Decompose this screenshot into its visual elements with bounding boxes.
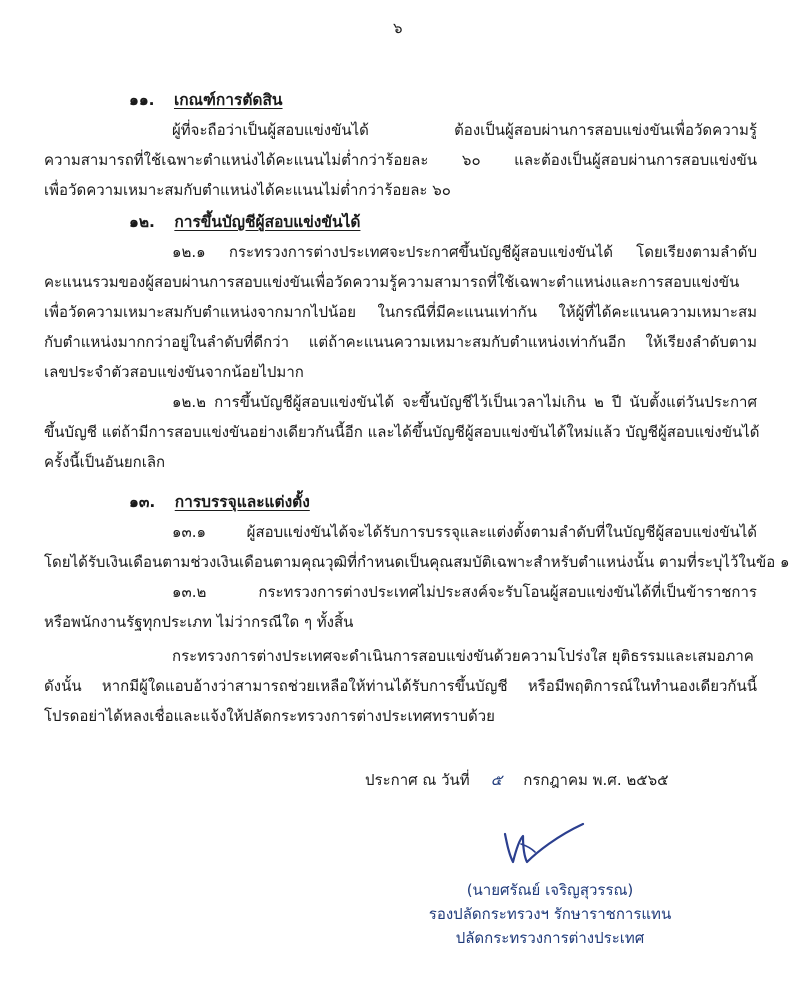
section-11-line: ความสามารถที่ใช้เฉพาะตำแหน่งได้คะแนนไม่ต่ำกว่าร้อยละ ๖๐ และต้องเป็นผู้สอบผ่านการสอบแข่งขัน: [44, 151, 757, 169]
section-13-1-line: ๑๓.๑ ผู้สอบแข่งขันได้จะได้รับการบรรจุและแต่งตั้งตามลำดับที่ในบัญชีผู้สอบแข่งขันได้: [172, 523, 757, 541]
page-number: ๖: [393, 19, 403, 37]
closing-line: กระทรวงการต่างประเทศจะดำเนินการสอบแข่งขันด้วยความโปร่งใส ยุติธรรมและเสมอภาค: [172, 647, 754, 665]
section-11-number: ๑๑.: [129, 91, 155, 109]
announcement-prefix: ประกาศ ณ วันที่: [365, 771, 470, 789]
section-12-heading: [129, 212, 360, 232]
section-12-2-line: ขึ้นบัญชี แต่ถ้ามีการสอบแข่งขันอย่างเดียวกันนี้อีก และได้ขึ้นบัญชีผู้สอบแข่งขันได้ใหม่แล้ว บัญชีผู้สอบแข่งขันได้: [44, 423, 760, 441]
closing-line: โปรดอย่าได้หลงเชื่อและแจ้งให้ปลัดกระทรวงการต่างประเทศทราบด้วย: [44, 707, 495, 725]
section-11-title: เกณฑ์การตัดสิน: [173, 91, 283, 109]
section-13-2-line: หรือพนักงานรัฐทุกประเภท ไม่ว่ากรณีใด ๆ ทั้งสิ้น: [44, 613, 354, 631]
section-12-number: ๑๒.: [129, 213, 155, 231]
section-13-heading: [129, 492, 310, 512]
signatory-name: (นายศรัณย์ เจริญสุวรรณ): [466, 881, 634, 899]
signatory-position-2: ปลัดกระทรวงการต่างประเทศ: [455, 929, 645, 947]
section-12-1-line: คะแนนรวมของผู้สอบผ่านการสอบแข่งขันเพื่อวัดความรู้ความสามารถที่ใช้เฉพาะตำแหน่งและการสอบแข่งขัน: [44, 273, 740, 291]
section-13-number: ๑๓.: [129, 493, 156, 511]
section-13-1-line: โดยได้รับเงินเดือนตามช่วงเงินเดือนตามคุณวุฒิที่กำหนดเป็นคุณสมบัติเฉพาะสำหรับตำแหน่งนั้น ตามที่ระบุไว้ในข้อ ๑: [44, 553, 790, 571]
section-12-1-line: กับตำแหน่งมากกว่าอยู่ในลำดับที่ดีกว่า แต่ถ้าคะแนนความเหมาะสมกับตำแหน่งเท่ากันอีก ให้เรียงลำดับตาม: [44, 333, 757, 351]
section-12-1-line: ๑๒.๑ กระทรวงการต่างประเทศจะประกาศขึ้นบัญชีผู้สอบแข่งขันได้ โดยเรียงตามลำดับ: [172, 243, 757, 261]
section-11-heading: [129, 90, 283, 110]
section-11-line: เพื่อวัดความเหมาะสมกับตำแหน่งได้คะแนนไม่ต่ำกว่าร้อยละ ๖๐: [44, 181, 451, 199]
section-12-1-line: เลขประจำตัวสอบแข่งขันจากน้อยไปมาก: [44, 363, 304, 381]
announcement-month-year: กรกฎาคม พ.ศ. ๒๕๖๕: [523, 771, 669, 789]
section-12-title: การขึ้นบัญชีผู้สอบแข่งขันได้: [174, 213, 361, 231]
section-12-2-line: ครั้งนี้เป็นอันยกเลิก: [44, 453, 166, 471]
section-11-line: ผู้ที่จะถือว่าเป็นผู้สอบแข่งขันได้ ต้องเป็นผู้สอบผ่านการสอบแข่งขันเพื่อวัดความรู้: [172, 121, 757, 139]
signatory-position-1: รองปลัดกระทรวงฯ รักษาราชการแทน: [428, 905, 672, 923]
section-13-2-line: ๑๓.๒ กระทรวงการต่างประเทศไม่ประสงค์จะรับโอนผู้สอบแข่งขันได้ที่เป็นข้าราชการ: [172, 583, 757, 601]
section-12-2-line: ๑๒.๒ การขึ้นบัญชีผู้สอบแข่งขันได้ จะขึ้นบัญชีไว้เป็นเวลาไม่เกิน ๒ ปี นับตั้งแต่วันประกาศ: [172, 393, 757, 411]
signature-block: [380, 878, 720, 950]
section-12-1-line: เพื่อวัดความเหมาะสมกับตำแหน่งจากมากไปน้อย ในกรณีที่มีคะแนนเท่ากัน ให้ผู้ที่ได้คะแนนความเหมาะสม: [44, 303, 757, 321]
closing-line: ดังนั้น หากมีผู้ใดแอบอ้างว่าสามารถช่วยเหลือให้ท่านได้รับการขึ้นบัญชี หรือมีพฤติการณ์ในทำนองเดียวกันนี้: [44, 677, 757, 695]
section-13-title: การบรรจุและแต่งตั้ง: [174, 493, 310, 511]
announcement-day: ๕: [490, 771, 503, 789]
signature-mark: [497, 818, 587, 870]
announcement-date: [365, 770, 668, 790]
